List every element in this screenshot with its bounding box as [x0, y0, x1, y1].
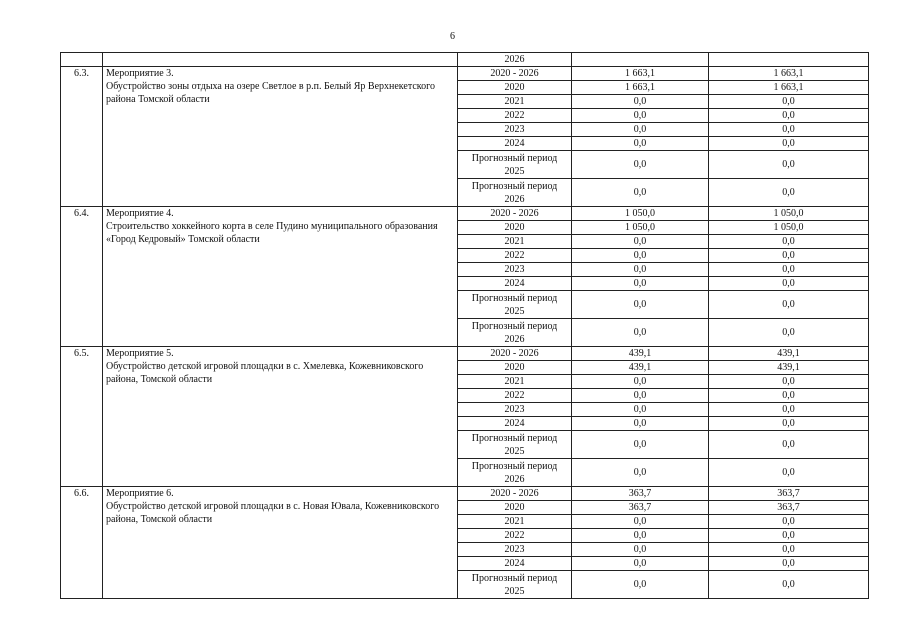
- period-cell: 2020 - 2026: [458, 207, 572, 221]
- row-number-cell: 6.3.: [61, 67, 103, 207]
- period-cell: 2024: [458, 277, 572, 291]
- period-cell: 2023: [458, 263, 572, 277]
- total-amount-cell: 439,1: [572, 347, 709, 361]
- event-name-cell: [103, 67, 458, 207]
- forecast-label: Прогнозный период: [471, 432, 558, 444]
- period-cell: 2020 - 2026: [458, 67, 572, 81]
- budget-amount-cell: 0,0: [709, 571, 869, 599]
- event-title: Мероприятие 5.: [106, 348, 174, 359]
- total-amount-cell: 0,0: [572, 529, 709, 543]
- period-cell: 2024: [458, 417, 572, 431]
- period-cell: 2023: [458, 543, 572, 557]
- budget-amount-cell: 0,0: [709, 235, 869, 249]
- total-amount-cell: 0,0: [572, 375, 709, 389]
- period-cell: 2021: [458, 235, 572, 249]
- period-cell: 2020: [458, 501, 572, 515]
- period-cell: [458, 431, 572, 459]
- period-year: 2026: [504, 193, 525, 205]
- period-cell: 2022: [458, 529, 572, 543]
- period-cell: [458, 151, 572, 179]
- period-cell: 2024: [458, 557, 572, 571]
- period-year: 2025: [504, 585, 525, 597]
- budget-amount-cell: 0,0: [709, 319, 869, 347]
- budget-amount-cell: 0,0: [709, 123, 869, 137]
- budget-amount-cell: 0,0: [709, 249, 869, 263]
- period-cell: 2020: [458, 221, 572, 235]
- row-number-cell: 6.6.: [61, 487, 103, 599]
- total-amount-cell: 0,0: [572, 179, 709, 207]
- table-row: [61, 487, 869, 501]
- table-row: [61, 207, 869, 221]
- total-amount-cell: 0,0: [572, 319, 709, 347]
- total-amount-cell: 0,0: [572, 543, 709, 557]
- budget-amount-cell: 439,1: [709, 361, 869, 375]
- budget-amount-cell: 0,0: [709, 95, 869, 109]
- budget-amount-cell: 0,0: [709, 291, 869, 319]
- total-amount-cell: 0,0: [572, 249, 709, 263]
- forecast-label: Прогнозный период: [471, 320, 558, 332]
- period-cell: 2022: [458, 249, 572, 263]
- period-year: 2026: [504, 473, 525, 485]
- period-cell: 2020 - 2026: [458, 487, 572, 501]
- period-year: 2025: [504, 305, 525, 317]
- total-amount-cell: 0,0: [572, 389, 709, 403]
- period-cell: 2022: [458, 109, 572, 123]
- budget-amount-cell: 0,0: [709, 137, 869, 151]
- total-amount-cell: 0,0: [572, 557, 709, 571]
- total-amount-cell: 0,0: [572, 95, 709, 109]
- period-cell: 2026: [458, 53, 572, 67]
- period-cell: 2023: [458, 123, 572, 137]
- total-amount-cell: 439,1: [572, 361, 709, 375]
- budget-amount-cell: 0,0: [709, 529, 869, 543]
- budget-amount-cell: 0,0: [709, 277, 869, 291]
- event-name-cell: [103, 207, 458, 347]
- budget-amount-cell: 0,0: [709, 403, 869, 417]
- budget-amount-cell: 0,0: [709, 263, 869, 277]
- event-description: Обустройство зоны отдыха на озере Светлое в р.п. Белый Яр Верхнекетского района Томской области: [106, 81, 435, 105]
- total-amount-cell: [572, 53, 709, 67]
- budget-amount-cell: 0,0: [709, 389, 869, 403]
- forecast-label: Прогнозный период: [471, 152, 558, 164]
- event-description: Строительство хоккейного корта в селе Пудино муниципального образования «Город Кедровый» Томской области: [106, 221, 438, 245]
- event-name-cell: [103, 53, 458, 67]
- period-cell: 2020 - 2026: [458, 347, 572, 361]
- event-description: Обустройство детской игровой площадки в с. Хмелевка, Кожевниковского района, Томской области: [106, 361, 424, 385]
- period-cell: 2020: [458, 361, 572, 375]
- row-number-cell: 6.4.: [61, 207, 103, 347]
- event-title: Мероприятие 6.: [106, 488, 174, 499]
- total-amount-cell: 0,0: [572, 151, 709, 179]
- total-amount-cell: 0,0: [572, 235, 709, 249]
- total-amount-cell: 363,7: [572, 487, 709, 501]
- table-row: [61, 67, 869, 81]
- event-name-cell: [103, 487, 458, 599]
- row-number-cell: [61, 53, 103, 67]
- table-row: [61, 53, 869, 67]
- budget-amount-cell: 1 663,1: [709, 67, 869, 81]
- period-cell: 2021: [458, 515, 572, 529]
- period-cell: [458, 291, 572, 319]
- row-number-cell: 6.5.: [61, 347, 103, 487]
- total-amount-cell: 0,0: [572, 403, 709, 417]
- period-year: 2025: [504, 445, 525, 457]
- budget-amount-cell: 0,0: [709, 417, 869, 431]
- budget-amount-cell: 0,0: [709, 375, 869, 389]
- budget-amount-cell: 0,0: [709, 515, 869, 529]
- budget-amount-cell: 0,0: [709, 179, 869, 207]
- total-amount-cell: 0,0: [572, 515, 709, 529]
- period-cell: [458, 459, 572, 487]
- period-cell: 2020: [458, 81, 572, 95]
- total-amount-cell: 1 050,0: [572, 221, 709, 235]
- total-amount-cell: 1 663,1: [572, 81, 709, 95]
- event-title: Мероприятие 3.: [106, 68, 174, 79]
- total-amount-cell: 363,7: [572, 501, 709, 515]
- page-number: 6: [450, 31, 455, 42]
- budget-amount-cell: 0,0: [709, 557, 869, 571]
- total-amount-cell: 0,0: [572, 459, 709, 487]
- funding-table: [60, 52, 869, 599]
- period-cell: 2022: [458, 389, 572, 403]
- total-amount-cell: 0,0: [572, 277, 709, 291]
- budget-amount-cell: 1 050,0: [709, 221, 869, 235]
- budget-amount-cell: [709, 53, 869, 67]
- period-cell: [458, 319, 572, 347]
- total-amount-cell: 0,0: [572, 109, 709, 123]
- period-cell: 2023: [458, 403, 572, 417]
- budget-amount-cell: 0,0: [709, 431, 869, 459]
- period-cell: 2021: [458, 95, 572, 109]
- event-name-cell: [103, 347, 458, 487]
- forecast-label: Прогнозный период: [471, 460, 558, 472]
- budget-amount-cell: 0,0: [709, 543, 869, 557]
- budget-amount-cell: 1 663,1: [709, 81, 869, 95]
- period-cell: 2021: [458, 375, 572, 389]
- total-amount-cell: 1 050,0: [572, 207, 709, 221]
- budget-amount-cell: 0,0: [709, 109, 869, 123]
- budget-amount-cell: 1 050,0: [709, 207, 869, 221]
- total-amount-cell: 0,0: [572, 291, 709, 319]
- total-amount-cell: 0,0: [572, 571, 709, 599]
- total-amount-cell: 1 663,1: [572, 67, 709, 81]
- period-year: 2026: [504, 333, 525, 345]
- period-cell: [458, 179, 572, 207]
- forecast-label: Прогнозный период: [471, 292, 558, 304]
- period-cell: [458, 571, 572, 599]
- budget-amount-cell: 363,7: [709, 487, 869, 501]
- period-cell: 2024: [458, 137, 572, 151]
- total-amount-cell: 0,0: [572, 137, 709, 151]
- total-amount-cell: 0,0: [572, 263, 709, 277]
- total-amount-cell: 0,0: [572, 431, 709, 459]
- table-row: [61, 347, 869, 361]
- period-year: 2025: [504, 165, 525, 177]
- forecast-label: Прогнозный период: [471, 572, 558, 584]
- forecast-label: Прогнозный период: [471, 180, 558, 192]
- event-description: Обустройство детской игровой площадки в с. Новая Ювала, Кожевниковского района, Томской области: [106, 501, 440, 525]
- budget-amount-cell: 0,0: [709, 459, 869, 487]
- event-title: Мероприятие 4.: [106, 208, 174, 219]
- budget-amount-cell: 439,1: [709, 347, 869, 361]
- total-amount-cell: 0,0: [572, 417, 709, 431]
- budget-amount-cell: 363,7: [709, 501, 869, 515]
- budget-amount-cell: 0,0: [709, 151, 869, 179]
- total-amount-cell: 0,0: [572, 123, 709, 137]
